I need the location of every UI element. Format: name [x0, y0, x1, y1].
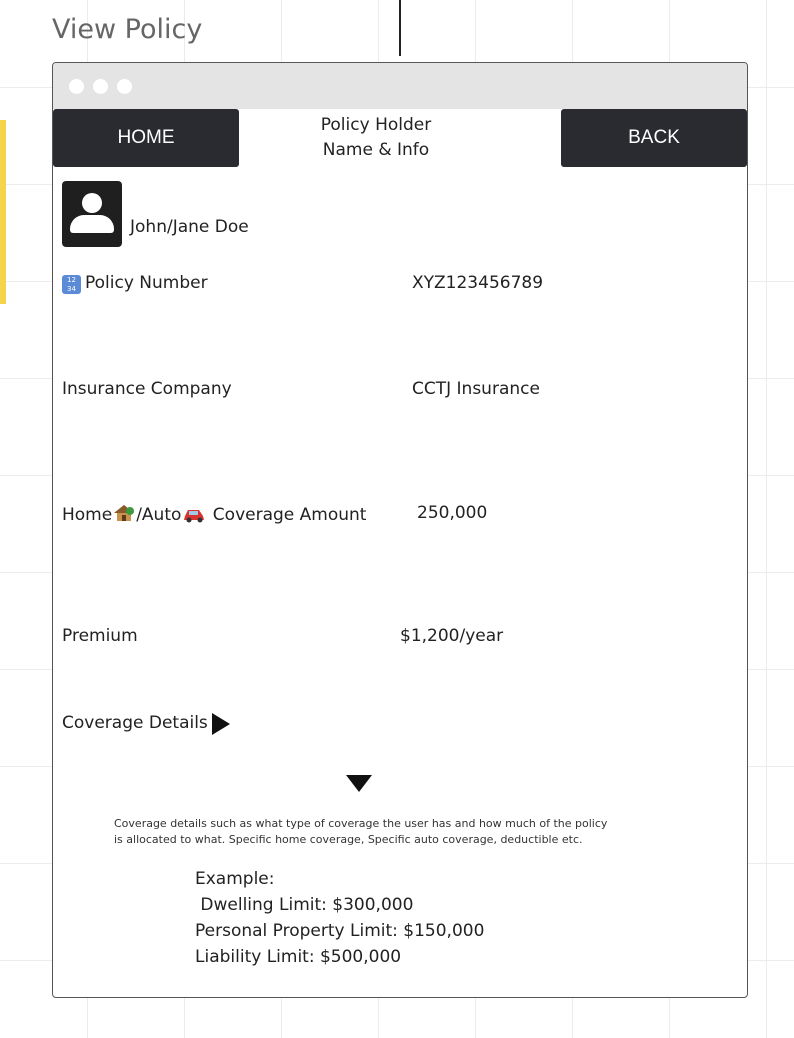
input-numbers-icon: 12 34 [62, 275, 81, 294]
policy-number-label: Policy Number [85, 273, 208, 293]
description-line-2: is allocated to what. Specific home coverage, Specific auto coverage, deductible etc. [114, 833, 583, 846]
policy-number-value: XYZ123456789 [412, 273, 544, 293]
house-icon [113, 503, 135, 528]
car-icon [182, 505, 206, 528]
coverage-amount-value: 250,000 [417, 503, 488, 523]
home-button[interactable]: HOME [53, 109, 239, 167]
coverage-suffix-text: Coverage Amount [207, 505, 367, 525]
coverage-home-text: Home [62, 505, 113, 525]
window-dot [69, 79, 84, 94]
policy-number-label-row [62, 273, 208, 294]
accent-bar [0, 120, 6, 304]
back-button[interactable]: BACK [561, 109, 747, 167]
browser-window [52, 62, 748, 998]
connector-line [399, 0, 401, 56]
premium-label: Premium [62, 626, 138, 646]
holder-name: John/Jane Doe [130, 217, 249, 237]
header-line-2: Name & Info [322, 140, 430, 160]
avatar-body [70, 215, 114, 233]
header-line-1: Policy Holder [320, 115, 432, 135]
coverage-auto-text: /Auto [136, 505, 182, 525]
coverage-amount-label [62, 503, 366, 528]
example-title: Example: [195, 869, 275, 889]
coverage-description [114, 816, 614, 848]
page-title: View Policy [52, 14, 203, 45]
premium-value: $1,200/year [400, 626, 504, 646]
window-dot [93, 79, 108, 94]
personal-property-limit: Personal Property Limit: $150,000 [195, 921, 485, 941]
coverage-details-label: Coverage Details [62, 713, 208, 733]
header-title [293, 113, 459, 163]
liability-limit: Liability Limit: $500,000 [195, 947, 402, 967]
dwelling-limit: Dwelling Limit: $300,000 [195, 895, 414, 915]
avatar-icon [62, 181, 122, 247]
triangle-down-icon[interactable] [346, 775, 372, 792]
company-value: CCTJ Insurance [412, 379, 540, 399]
avatar-head [82, 193, 102, 213]
description-line-1: Coverage details such as what type of coverage the user has and how much of the policy [114, 817, 608, 830]
window-dot [117, 79, 132, 94]
window-titlebar [53, 63, 747, 109]
triangle-right-icon[interactable] [212, 713, 230, 735]
company-label: Insurance Company [62, 379, 232, 399]
